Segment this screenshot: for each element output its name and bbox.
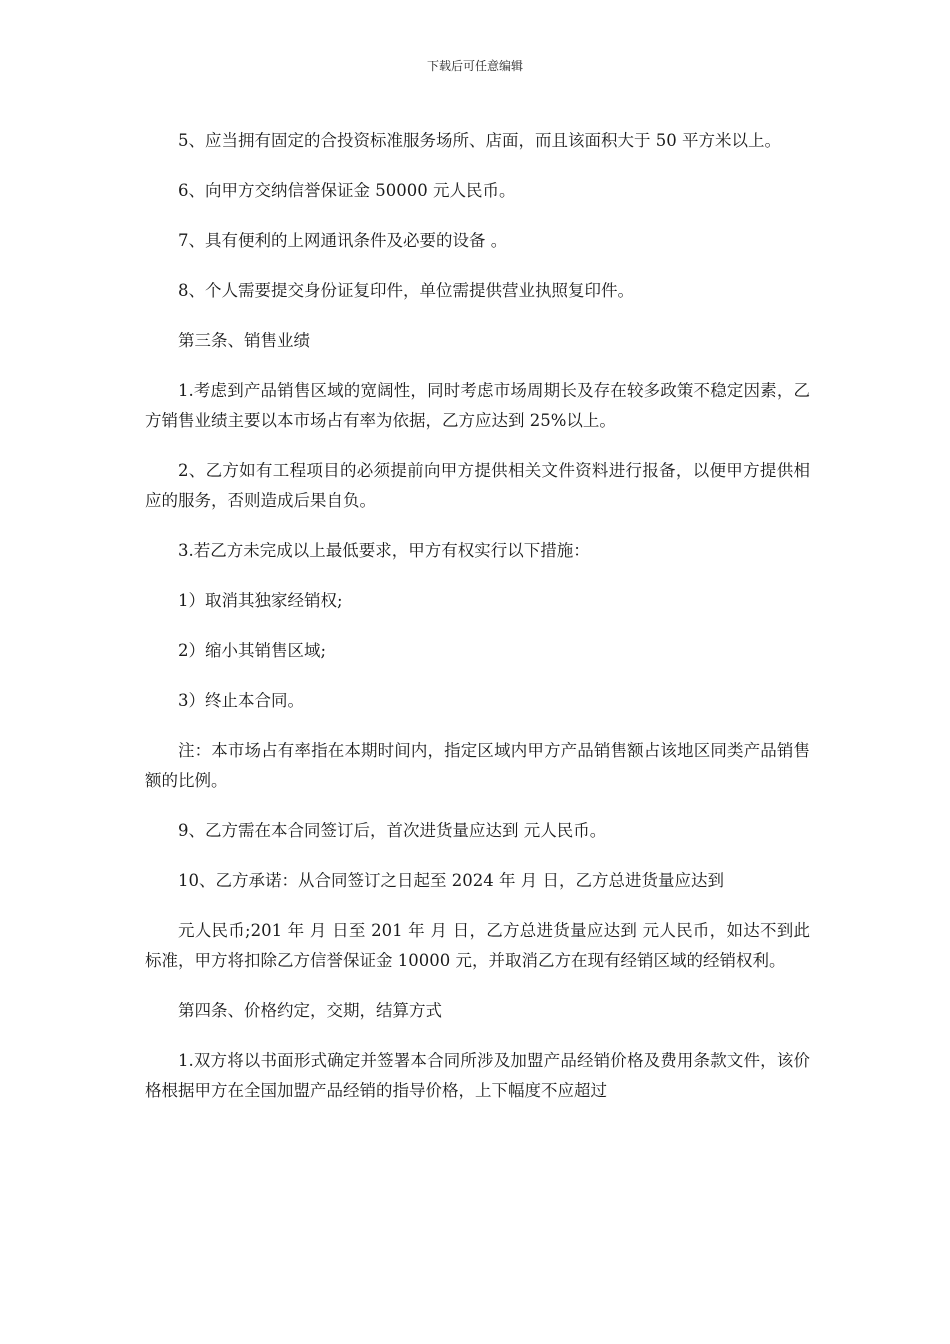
clause-item-8: 8、个人需要提交身份证复印件，单位需提供营业执照复印件。 (178, 281, 634, 300)
clause-article-4-1: 1.双方将以书面形式确定并签署本合同所涉及加盟产品经销价格及费用条款文件，该价格根据甲方在全国加盟产品经销的指导价格，上下幅度不应超过 (145, 1051, 810, 1100)
clause-item-10: 10、乙方承诺：从合同签订之日起至 2024 年 月 日，乙方总进货量应达到 (178, 871, 724, 890)
article-4-heading: 第四条、价格约定，交期，结算方式 (178, 1001, 442, 1020)
clause-item-5: 5、应当拥有固定的合投资标准服务场所、店面，而且该面积大于 50 平方米以上。 (178, 131, 781, 150)
measure-item-2: 2）缩小其销售区域; (178, 641, 327, 660)
clause-item-9: 9、乙方需在本合同签订后，首次进货量应达到 元人民币。 (178, 821, 607, 840)
header-note: 下载后可任意编辑 (426, 59, 523, 73)
clause-item-6: 6、向甲方交纳信誉保证金 50000 元人民币。 (178, 181, 516, 200)
clause-article-3-2: 2、乙方如有工程项目的必须提前向甲方提供相关文件资料进行报备，以便甲方提供相应的服务，否则造成后果自负。 (145, 461, 810, 510)
clause-item-10-continuation: 元人民币;201 年 月 日至 201 年 月 日，乙方总进货量应达到 元人民币，如达不到此标准，甲方将扣除乙方信誉保证金 10000 元，并取消乙方在现有经销区域的经销权利。 (145, 921, 810, 970)
clause-item-7: 7、具有便利的上网通讯条件及必要的设备 。 (178, 231, 508, 250)
measure-item-3: 3）终止本合同。 (178, 691, 304, 710)
market-share-note: 注：本市场占有率指在本期时间内，指定区域内甲方产品销售额占该地区同类产品销售额的比例。 (145, 741, 810, 790)
article-3-heading: 第三条、销售业绩 (178, 331, 310, 350)
document-body (145, 126, 810, 1126)
clause-article-3-1: 1.考虑到产品销售区域的宽阔性，同时考虑市场周期长及存在较多政策不稳定因素，乙方销售业绩主要以本市场占有率为依据，乙方应达到 25%以上。 (145, 381, 810, 430)
clause-article-3-3: 3.若乙方未完成以上最低要求，甲方有权实行以下措施： (178, 541, 590, 560)
measure-item-1: 1）取消其独家经销权; (178, 591, 343, 610)
